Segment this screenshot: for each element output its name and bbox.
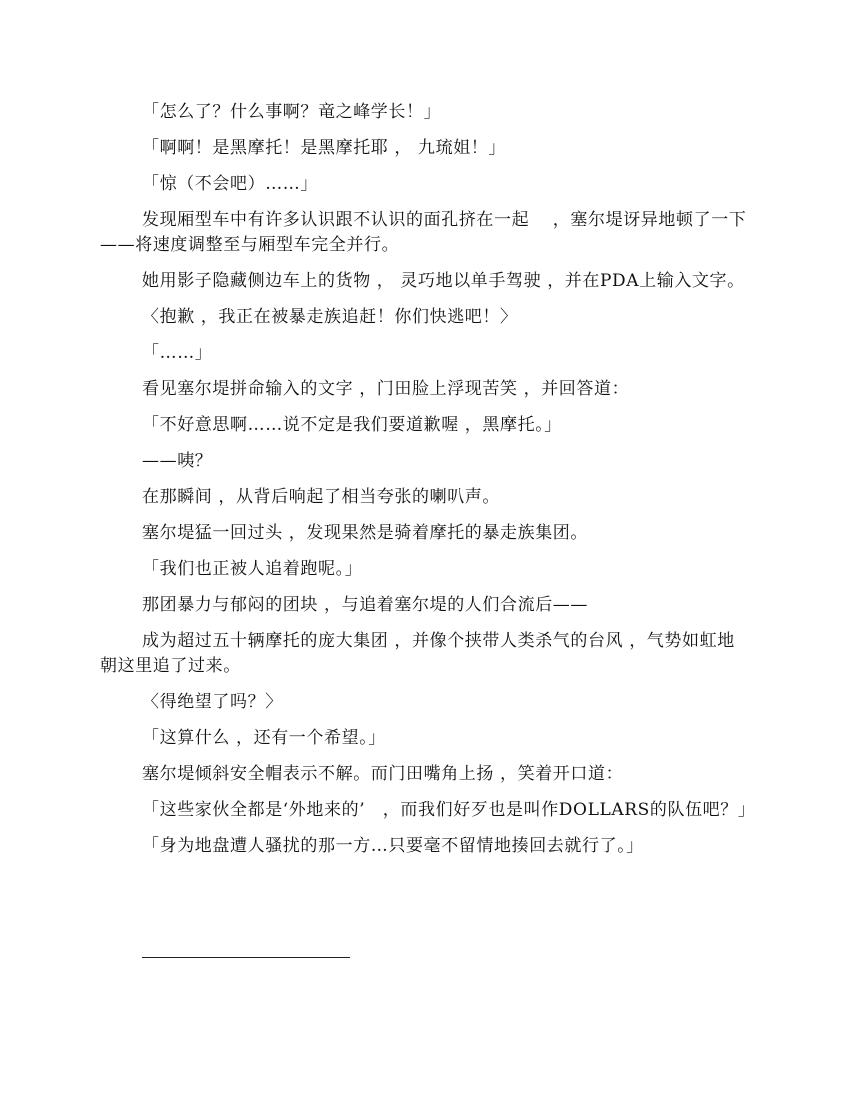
paragraph: 「这些家伙全都是‘外地来的’ ，而我们好歹也是叫作DOLLARS的队伍吧？」 — [142, 800, 756, 820]
paragraph: 〈得绝望了吗？〉 — [142, 692, 283, 712]
paragraph: 发现厢型车中有许多认识跟不认识的面孔挤在一起 ，塞尔堤讶异地顿了一下——将速度调整至与厢型车完全并行。 — [100, 210, 747, 255]
paragraph: 「这算什么 ，还有一个希望。」 — [142, 728, 386, 748]
paragraph: 「怎么了？什么事啊？竜之峰学长！」 — [142, 102, 442, 122]
paragraph: 「啊啊！是黑摩托！是黑摩托耶 ， 九琉姐！」 — [142, 138, 507, 158]
paragraph: 「……」 — [142, 343, 213, 363]
paragraph: 塞尔堤倾斜安全帽表示不解。而门田嘴角上扬 ，笑着开口道： — [142, 764, 624, 784]
paragraph: 「身为地盘遭人骚扰的那一方…只要毫不留情地揍回去就行了。」 — [142, 836, 644, 856]
footnote-separator-line — [142, 957, 350, 958]
paragraph: 在那瞬间 ，从背后响起了相当夸张的喇叭声。 — [142, 487, 501, 507]
body-text — [100, 100, 756, 870]
paragraph: 成为超过五十辆摩托的庞大集团 ，并像个挟带人类杀气的台风 ，气势如虹地朝这里追了过来。 — [100, 631, 735, 676]
paragraph: 「惊（不会吧）……」 — [142, 174, 318, 194]
paragraph: 那团暴力与郁闷的团块 ，与追着塞尔堤的人们合流后—— — [142, 595, 589, 615]
paragraph: 塞尔堤猛一回过头 ，发现果然是骑着摩托的暴走族集团。 — [142, 523, 589, 543]
paragraph: 〈抱歉 ，我正在被暴走族追赶！你们快逃吧！〉 — [142, 307, 518, 327]
paragraph: 「我们也正被人追着跑呢。」 — [142, 559, 363, 579]
paragraph: 她用影子隐藏侧边车上的货物 ， 灵巧地以单手驾驶 ，并在PDA上输入文字。 — [142, 271, 745, 291]
paragraph: ——咦？ — [142, 451, 213, 471]
paragraph: 「不好意思啊……说不定是我们要道歉喔 ，黑摩托。」 — [142, 415, 562, 435]
paragraph: 看见塞尔堤拼命输入的文字 ，门田脸上浮现苦笑 ，并回答道： — [142, 379, 630, 399]
